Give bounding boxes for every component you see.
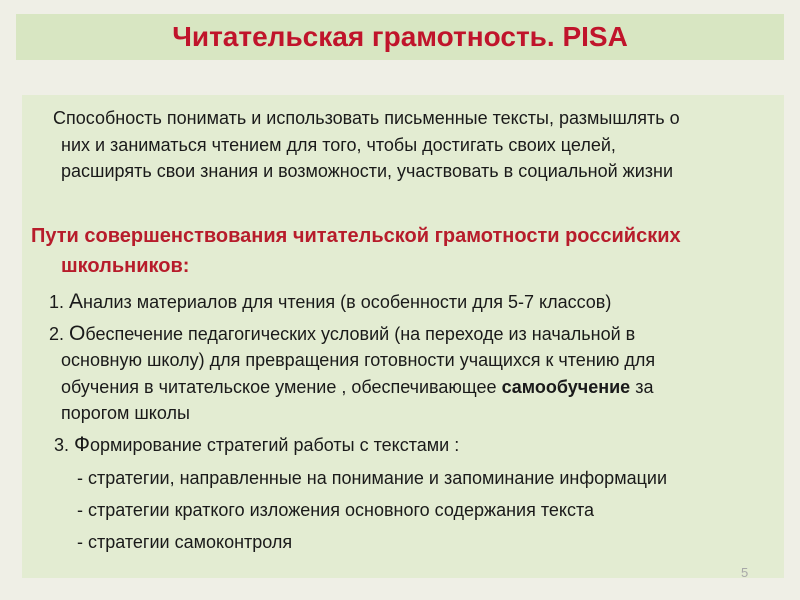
title-bar [16, 14, 784, 60]
item-3-text: ормирование стратегий работы с текстами : [90, 435, 460, 455]
list-item-3 [54, 435, 459, 455]
item-2-line-1: беспечение педагогических условий (на переходе из начальной в [85, 324, 636, 344]
section-heading-line-2: школьников: [61, 255, 190, 277]
item-2-emphasis: самообучение [501, 377, 631, 397]
item-1-first-letter: А [69, 290, 84, 313]
item-3-first-letter: Ф [74, 433, 90, 456]
item-2-line-2: основную школу) для превращения готовности учащихся к чтению для [61, 350, 656, 370]
list-item-2 [49, 324, 635, 344]
item-2-number: 2. [49, 324, 65, 344]
list-item-1 [49, 292, 611, 312]
strategy-item-2: - стратегии краткого изложения основного содержания текста [77, 500, 594, 520]
item-3-number: 3. [54, 435, 70, 455]
item-2-line-4: порогом школы [61, 403, 190, 423]
slide-title: Читательская грамотность. PISA [172, 21, 628, 52]
definition-line-3: расширять свои знания и возможности, участвовать в социальной жизни [61, 161, 674, 181]
definition-line-1: Способность понимать и использовать письменные тексты, размышлять о [53, 108, 680, 128]
item-1-text: нализ материалов для чтения (в особенности для 5-7 классов) [83, 292, 612, 312]
section-heading-line-1: Пути совершенствования читательской грамотности российских [31, 225, 681, 247]
strategy-item-3: - стратегии самоконтроля [77, 532, 293, 552]
definition-line-2: них и заниматься чтением для того, чтобы достигать своих целей, [61, 135, 616, 155]
item-2-line-3 [61, 377, 653, 397]
item-2-line-3-after: за [630, 377, 654, 397]
item-2-line-3-before: обучения в читательское умение , обеспечивающее [61, 377, 502, 397]
item-1-number: 1. [49, 292, 65, 312]
strategy-item-1: - стратегии, направленные на понимание и запоминание информации [77, 468, 668, 488]
item-2-first-letter: О [69, 322, 86, 345]
slide-number: 5 [741, 565, 749, 580]
